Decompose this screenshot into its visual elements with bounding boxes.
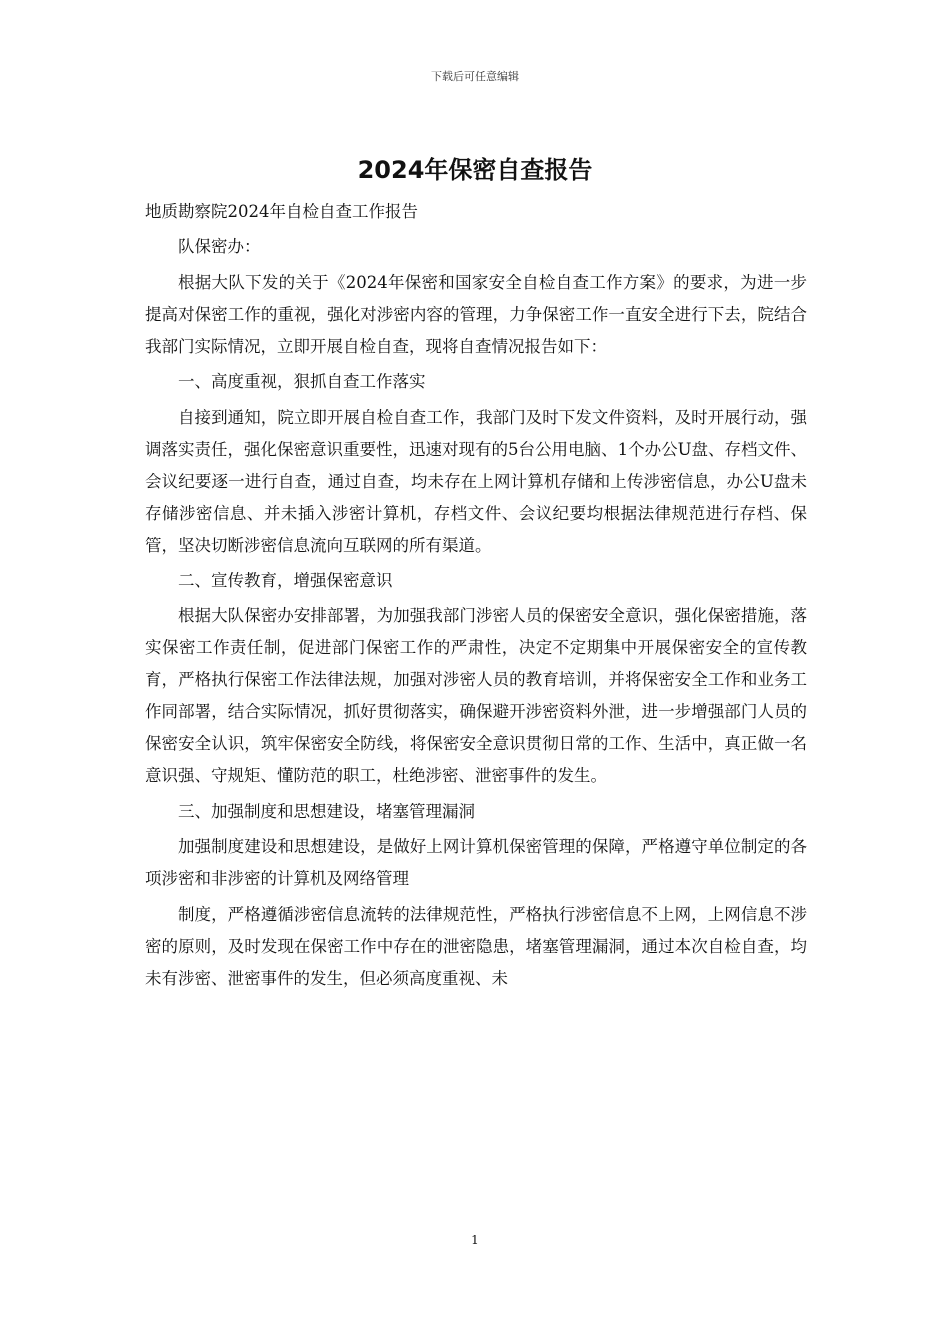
- section-heading: 一、高度重视，狠抓自查工作落实: [178, 372, 426, 392]
- header-note: 下载后可任意编辑: [431, 70, 519, 83]
- paragraph: 根据大队下发的关于《2024年保密和国家安全自检自查工作方案》的要求，为进一步提高对保密工作的重视，强化对涉密内容的管理，力争保密工作一直安全进行下去，院结合我部门实际情况，立即开展自检自查，现将自查情况报告如下：: [145, 272, 807, 356]
- paragraph: 根据大队保密办安排部署，为加强我部门涉密人员的保密安全意识，强化保密措施，落实保密工作责任制，促进部门保密工作的严肃性，决定不定期集中开展保密安全的宣传教育，严格执行保密工作法律法规，加强对涉密人员的教育培训，并将保密安全工作和业务工作同部署，结合实际情况，抓好贯彻落实，确保避开涉密资料外泄，进一步增强部门人员的保密安全认识，筑牢保密安全防线，将保密安全意识贯彻日常的工作、生活中，真正做一名意识强、守规矩、懂防范的职工，杜绝涉密、泄密事件的发生。: [145, 606, 807, 786]
- paragraph: 自接到通知，院立即开展自检自查工作，我部门及时下发文件资料，及时开展行动，强调落实责任，强化保密意识重要性，迅速对现有的5台公用电脑、1个办公U盘、存档文件、会议纪要逐一进行自查，通过自查，均未存在上网计算机存储和上传涉密信息，办公U盘未存储涉密信息、并未插入涉密计算机，存档文件、会议纪要均根据法律规范进行存档、保管，坚决切断涉密信息流向互联网的所有渠道。: [145, 407, 807, 555]
- section-heading: 三、加强制度和思想建设，堵塞管理漏洞: [178, 801, 475, 821]
- section-heading: 二、宣传教育，增强保密意识: [178, 570, 393, 590]
- page-number: 1: [471, 1233, 479, 1247]
- document-body: [145, 196, 807, 998]
- paragraph: 地质勘察院2024年自检自查工作报告: [145, 202, 418, 221]
- paragraph: 制度，严格遵循涉密信息流转的法律规范性，严格执行涉密信息不上网，上网信息不涉密的原则，及时发现在保密工作中存在的泄密隐患，堵塞管理漏洞，通过本次自检自查，均未有涉密、泄密事件的发生，但必须高度重视、未: [145, 904, 807, 988]
- paragraph: 加强制度建设和思想建设，是做好上网计算机保密管理的保障，严格遵守单位制定的各项涉密和非涉密的计算机及网络管理: [145, 837, 807, 889]
- paragraph: 队保密办：: [178, 237, 261, 257]
- document-title: 2024年保密自查报告: [357, 156, 593, 184]
